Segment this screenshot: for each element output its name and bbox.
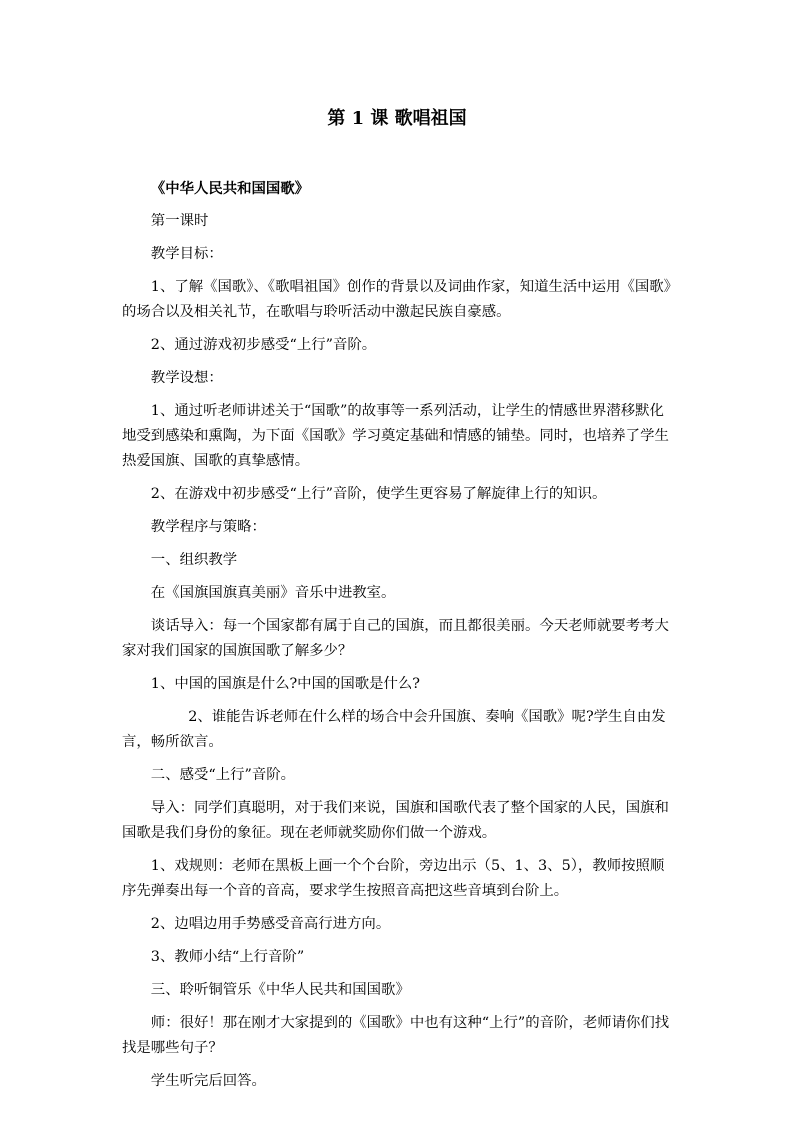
paragraph: 1、通过听老师讲述关于“国歌”的故事等一系列活动，让学生的情感世界潜移默化地受到感染和熏陶，为下面《国歌》学习奠定基础和情感的铺垫。同时，也培养了学生热爱国旗、国歌的真挚感情。 — [122, 403, 669, 469]
document-body — [122, 176, 674, 1102]
paragraph: 谈话导入：每一个国家都有属于自己的国旗，而且都很美丽。今天老师就要考考大家对我们国家的国旗国歌了解多少？ — [122, 618, 669, 659]
paragraph: 一、组织教学 — [150, 552, 238, 568]
paragraph: 教学程序与策略： — [150, 519, 266, 535]
paragraph: 1、戏规则：老师在黑板上画一个个台阶，旁边出示（5、1、3、5），教师按照顺序先弹奏出每一个音的音高，要求学生按照音高把这些音填到台阶上。 — [122, 858, 665, 899]
paragraph: 第一课时 — [150, 213, 209, 229]
paragraph: 教学设想： — [150, 370, 223, 386]
paragraph: 学生听完后回答。 — [150, 1073, 266, 1089]
paragraph: 教学目标： — [150, 246, 223, 262]
page-title: 第 1 课 歌唱祖国 — [327, 108, 467, 129]
paragraph: 1、了解《国歌》、《歌唱祖国》创作的背景以及词曲作家，知道生活中运用《国歌》的场合以及相关礼节，在歌唱与聆听活动中激起民族自豪感。 — [122, 279, 671, 320]
paragraph: 在《国旗国旗真美丽》音乐中进教室。 — [150, 585, 396, 601]
paragraph: 2、在游戏中初步感受“上行”音阶，使学生更容易了解旋律上行的知识。 — [150, 486, 607, 502]
paragraph: 导入：同学们真聪明，对于我们来说，国旗和国歌代表了整个国家的人民，国旗和国歌是我们身份的象征。现在老师就奖励你们做一个游戏。 — [122, 800, 669, 841]
paragraph: 2、谁能告诉老师在什么样的场合中会升国旗、奏响《国歌》呢?学生自由发言，畅所欲言。 — [122, 709, 666, 750]
paragraph: 师：很好！那在刚才大家提到的《国歌》中也有这种“上行”的音阶，老师请你们找找是哪些句子？ — [122, 1015, 670, 1056]
paragraph: 3、教师小结“上行音阶” — [150, 949, 305, 965]
paragraph: 1、中国的国旗是什么?中国的国歌是什么? — [150, 676, 421, 692]
section-heading: 《中华人民共和国国歌》 — [150, 180, 310, 197]
paragraph: 二、感受“上行”音阶。 — [150, 767, 296, 783]
paragraph: 2、边唱边用手势感受音高行进方向。 — [150, 916, 391, 932]
paragraph: 三、聆听铜管乐《中华人民共和国国歌》 — [150, 982, 410, 998]
paragraph: 2、通过游戏初步感受“上行”音阶。 — [150, 337, 377, 353]
